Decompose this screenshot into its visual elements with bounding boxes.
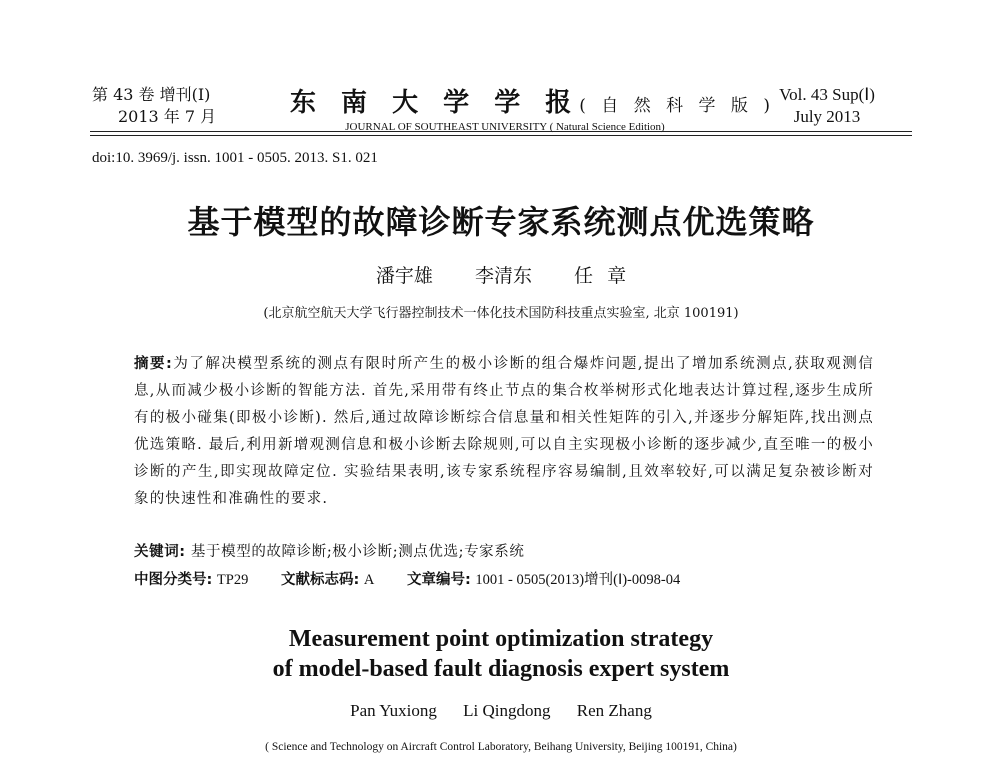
authors-en (90, 701, 912, 721)
header-rule-thin (90, 135, 912, 136)
title-en (90, 624, 912, 684)
title-en-line: Measurement point optimization strategy (288, 626, 714, 652)
header-right (742, 84, 912, 128)
volume-en: Vol. 43 Sup(Ⅰ) (779, 85, 875, 104)
affiliation-cn: (北京航空航天大学飞行器控制技术一体化技术国防科技重点实验室, 北京 100191) (263, 306, 739, 321)
author-cn: 任 章 (574, 265, 627, 287)
clc-value: TP29 (216, 572, 249, 588)
header-rule-thick (90, 131, 912, 132)
author-cn: 潘宇雄 (375, 265, 433, 287)
doc-code-value: A (363, 572, 375, 588)
keywords (134, 540, 524, 561)
journal-name-cn (290, 82, 775, 119)
author-en: Pan Yuxiong (350, 701, 437, 720)
abstract-label: 摘要: (134, 356, 174, 372)
journal-name-en: JOURNAL OF SOUTHEAST UNIVERSITY ( Natural Science Edition) (345, 121, 665, 133)
date-en: July 2013 (793, 107, 861, 126)
author-en: Li Qingdong (463, 701, 551, 720)
clc-label: 中图分类号: (134, 572, 213, 588)
journal-masthead (290, 82, 775, 133)
journal-title-cn: 东 南 大 学 学 报 (290, 88, 580, 118)
author-en: Ren Zhang (576, 701, 652, 720)
author-cn: 李清东 (474, 265, 532, 287)
keywords-text: 基于模型的故障诊断;极小诊断;测点优选;专家系统 (190, 544, 525, 560)
header-left (92, 84, 216, 128)
doc-code-label: 文献标志码: (280, 572, 360, 588)
title-en-line: of model-based fault diagnosis expert system (272, 656, 730, 682)
doi: doi:10. 3969/j. issn. 1001 - 0505. 2013. S1. 021 (92, 150, 378, 166)
date-cn: 2013 年 7 月 (118, 107, 217, 126)
abstract-text: 为了解决模型系统的测点有限时所产生的极小诊断的组合爆炸问题,提出了增加系统测点,获取观测信息,从而减少极小诊断的智能方法. 首先,采用带有终止节点的集合枚举树形式化地表达计算过程,逐步生成所有的极小碰集(即极小诊断). 然后,通过故障诊断综合信息量和相关性矩阵的引入,并逐步分解矩阵,找出测点优选策略. 最后,利用新增观测信息和极小诊断去除规则,可以自主实现极小诊断的逐步减少,直至唯一的极小诊断的产生,即实现故障定位. 实验结果表明,该专家系统程序容易编制,且效率较好,可以满足复杂被诊断对象的快速性和准确性的要求. (134, 356, 875, 507)
affiliation-en: ( Science and Technology on Aircraft Control Laboratory, Beihang University, Beijing 100191, China) (265, 741, 737, 753)
article-number-value: 1001 - 0505(2013)增刊(Ⅰ)-0098-04 (475, 572, 681, 588)
volume-cn: 第 43 卷 增刊(Ⅰ) (92, 85, 211, 104)
journal-edition-cn: ( 自 然 科 学 版 ) (579, 96, 775, 116)
keywords-label: 关键词: (134, 544, 186, 560)
article-number-label: 文章编号: (406, 572, 471, 588)
authors-cn (90, 261, 912, 288)
abstract (134, 351, 874, 513)
title-cn: 基于模型的故障诊断专家系统测点优选策略 (187, 203, 815, 241)
classification-line (134, 568, 680, 589)
